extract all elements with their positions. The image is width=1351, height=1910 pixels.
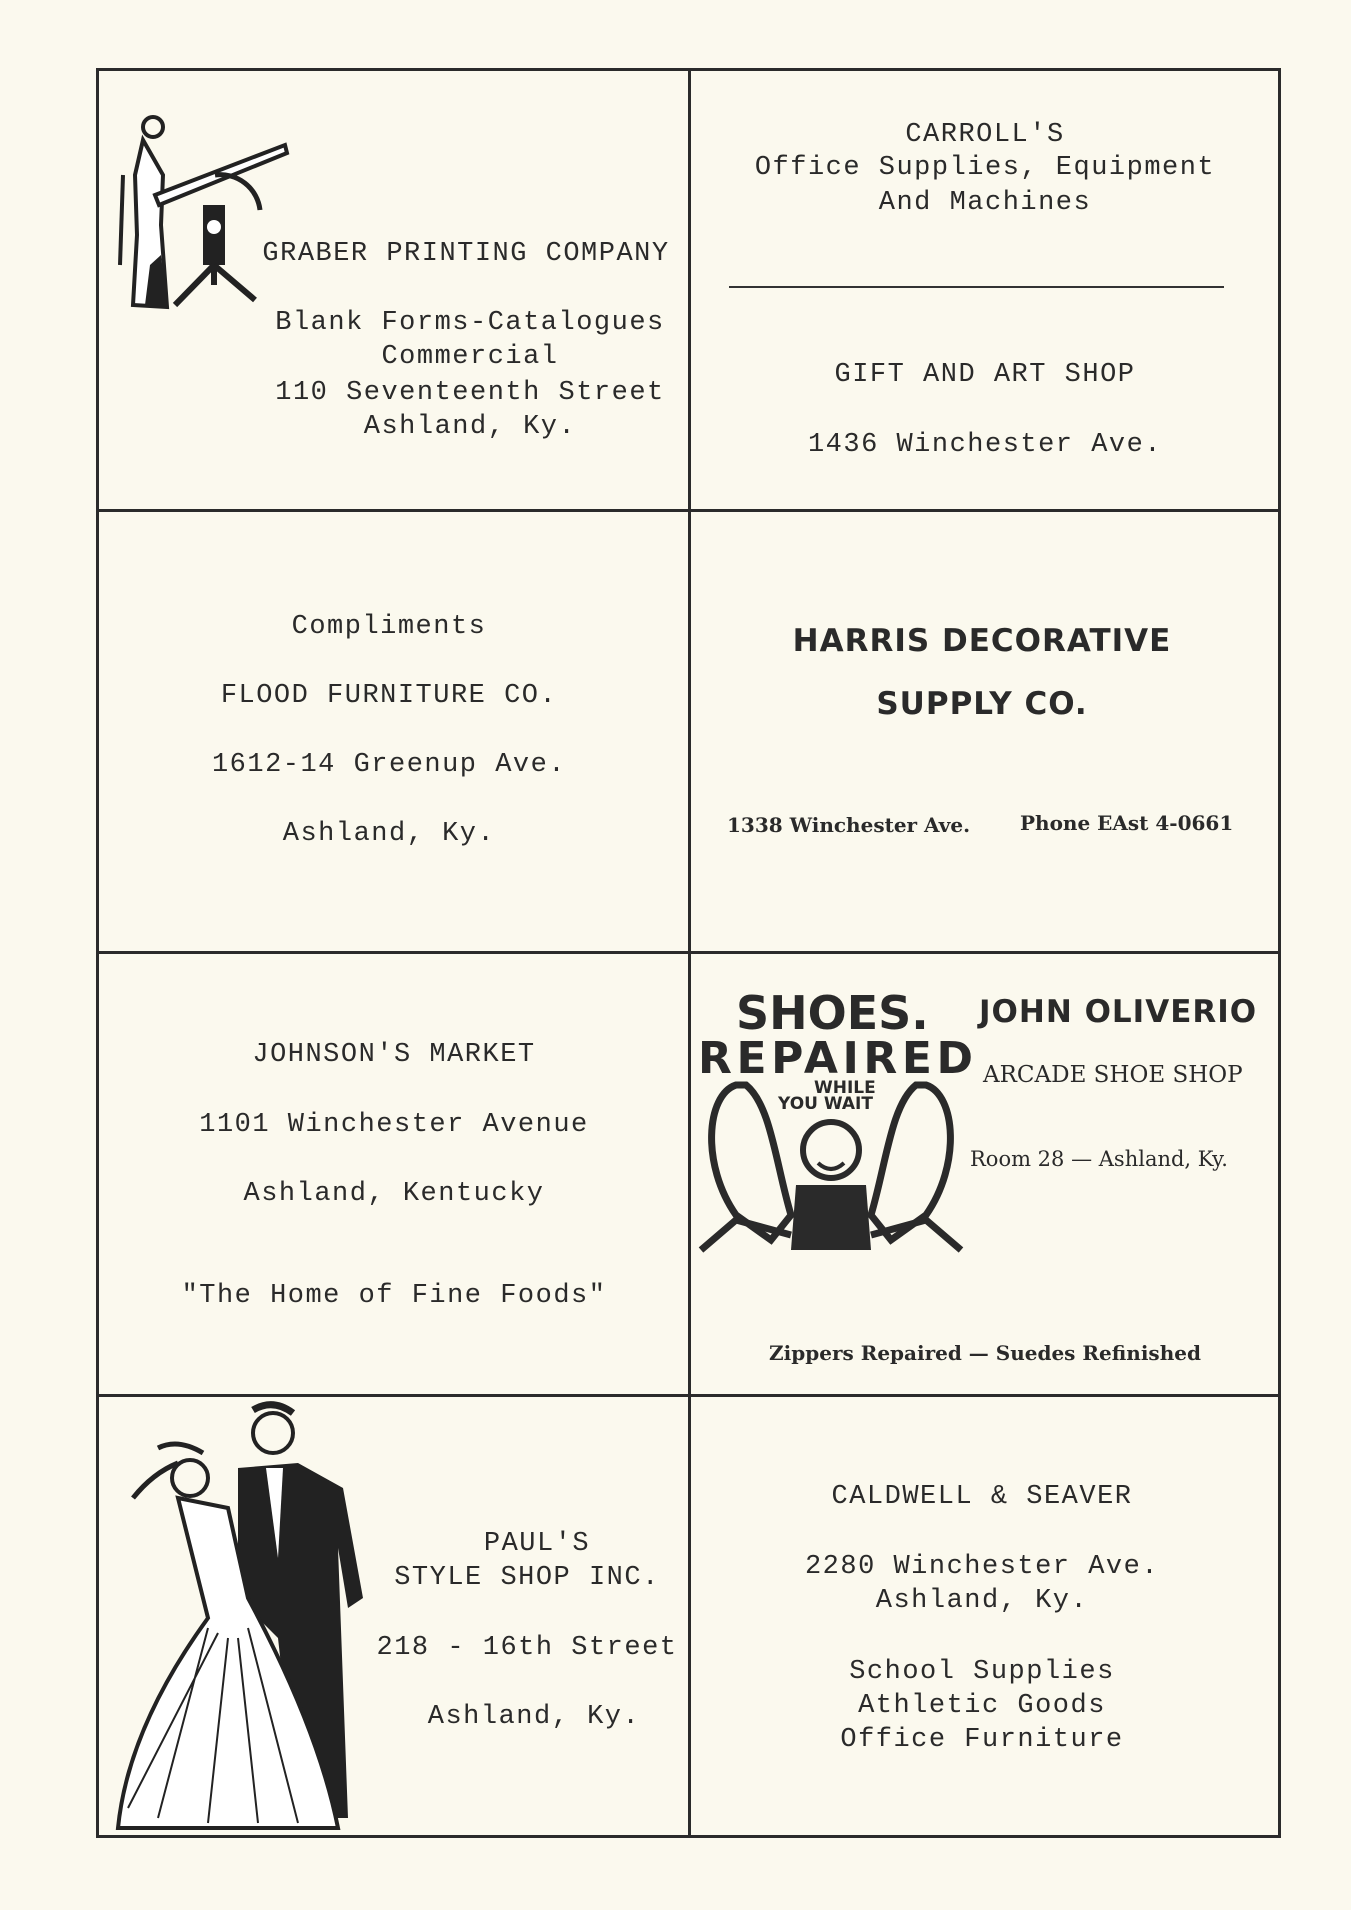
flood-name: FLOOD FURNITURE CO. [220, 681, 558, 711]
harris-address: 1338 Winchester Ave. [727, 813, 971, 837]
harris-phone: Phone EAst 4-0661 [1020, 811, 1234, 835]
logo-wait-text: YOU WAIT [778, 1094, 873, 1114]
graber-line1: Blank Forms-Catalogues [275, 308, 665, 338]
graber-city: Ashland, Ky. [363, 412, 577, 442]
flood-intro: Compliments [291, 612, 487, 642]
caldwell-address: 2280 Winchester Ave. [804, 1552, 1160, 1582]
gift-shop-name: GIFT AND ART SHOP [834, 360, 1136, 390]
row-divider [96, 951, 1281, 954]
caldwell-name: CALDWELL & SEAVER [831, 1482, 1133, 1512]
pauls-name-line2: STYLE SHOP INC. [394, 1563, 660, 1593]
caldwell-item3: Office Furniture [840, 1725, 1124, 1755]
caldwell-item2: Athletic Goods [858, 1691, 1106, 1721]
johnson-name: JOHNSON'S MARKET [252, 1040, 536, 1070]
oliverio-services: Zippers Repaired — Suedes Refinished [769, 1341, 1201, 1365]
oliverio-shop: ARCADE SHOE SHOP [983, 1062, 1243, 1088]
logo-repaired-text: REPAIRED [698, 1033, 973, 1084]
pauls-name-line1: PAUL'S [483, 1529, 591, 1559]
harris-name-line2: SUPPLY CO. [876, 686, 1088, 722]
caldwell-item1: School Supplies [849, 1657, 1115, 1687]
printing-press-icon [115, 115, 295, 320]
johnson-address: 1101 Winchester Avenue [199, 1110, 589, 1140]
gift-shop-address: 1436 Winchester Ave. [807, 430, 1163, 460]
carroll-name: CARROLL'S [905, 120, 1065, 150]
graber-address: 110 Seventeenth Street [275, 378, 665, 408]
pauls-city: Ashland, Ky. [427, 1702, 641, 1732]
graber-line2: Commercial [381, 342, 559, 372]
dancing-couple-icon [98, 1398, 388, 1836]
pauls-address: 218 - 16th Street [376, 1633, 678, 1663]
johnson-slogan: "The Home of Fine Foods" [181, 1281, 607, 1311]
johnson-city: Ashland, Kentucky [243, 1179, 545, 1209]
row-divider [96, 509, 1281, 512]
oliverio-name: JOHN OLIVERIO [979, 994, 1258, 1030]
oliverio-address: Room 28 — Ashland, Ky. [970, 1147, 1228, 1171]
flood-address: 1612-14 Greenup Ave. [211, 750, 567, 780]
row-divider [96, 1394, 1281, 1397]
caldwell-city: Ashland, Ky. [875, 1586, 1089, 1616]
logo-while-text: WHILE [814, 1078, 876, 1098]
graber-name: GRABER PRINTING COMPANY [262, 239, 670, 269]
flood-city: Ashland, Ky. [282, 819, 496, 849]
shoe-repair-logo-icon [696, 985, 981, 1270]
logo-shoes-text: SHOES. [736, 986, 929, 1040]
carroll-line1: Office Supplies, Equipment [754, 153, 1216, 183]
separator-rule [729, 286, 1224, 288]
harris-name-line1: HARRIS DECORATIVE [792, 623, 1172, 659]
carroll-line2: And Machines [878, 188, 1092, 218]
